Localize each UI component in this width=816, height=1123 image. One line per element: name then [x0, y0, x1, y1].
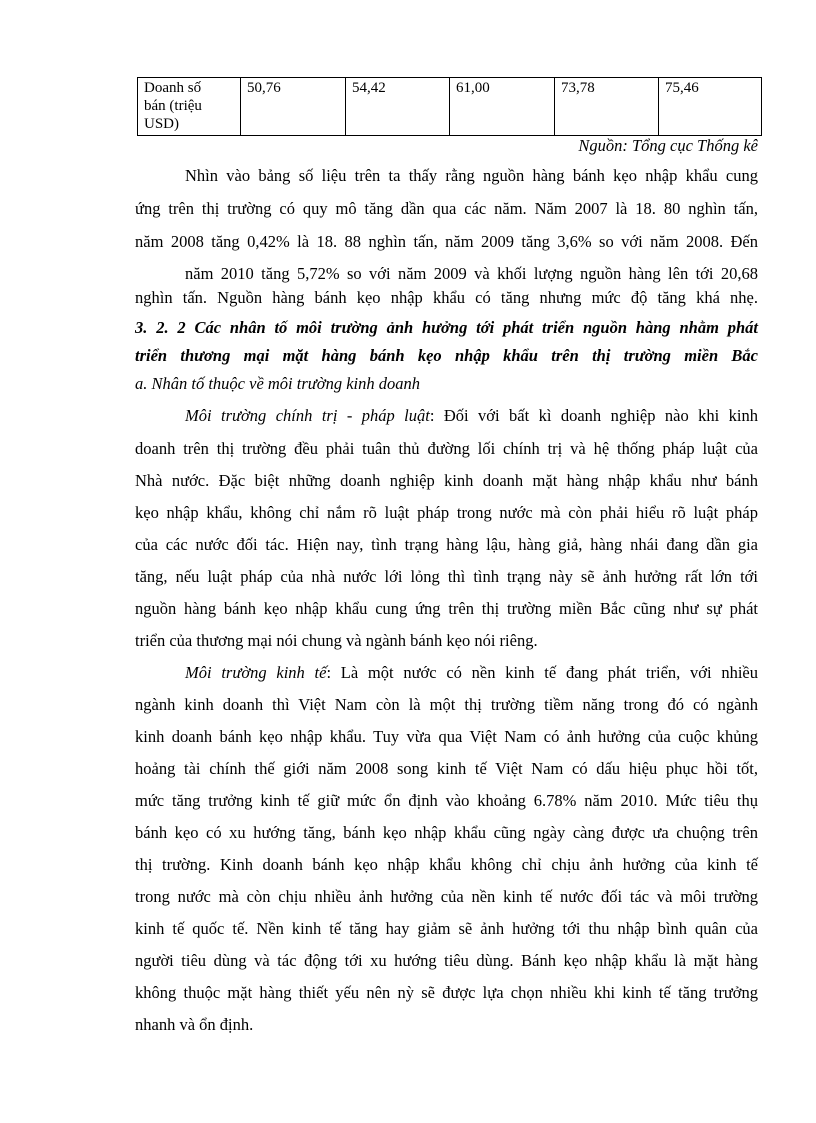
paragraph-line: ngành kinh doanh thì Việt Nam còn là một thị trường tiềm năng trong đó có ngành — [135, 695, 758, 714]
sales-table — [137, 77, 762, 136]
paragraph-line: kẹo nhập khẩu, không chỉ nắm rõ luật pháp trong nước mà còn phải hiểu rõ luật pháp — [135, 503, 758, 522]
paragraph-line: của các nước đối tác. Hiện nay, tình trạng hàng lậu, hàng giả, hàng nhái đang dần gia — [135, 535, 758, 554]
subsection-heading: a. Nhân tố thuộc về môi trường kinh doanh — [135, 374, 420, 393]
paragraph-line: nhanh và ổn định. — [135, 1015, 254, 1034]
row-label-line: bán (triệu — [144, 98, 202, 114]
section-heading: 3. 2. 2 Các nhân tố môi trường ảnh hưởng tới phát triển nguồn hàng nhằm phát — [135, 318, 758, 337]
paragraph-line — [185, 406, 758, 426]
paragraph-line: tăng, nếu luật pháp của nhà nước lới lỏng thì tình trạng này sẽ ảnh hưởng rất lớn tới — [135, 567, 758, 586]
paragraph-line: Nhà nước. Đặc biệt những doanh nghiệp kinh doanh mặt hàng nhập khẩu như bánh — [135, 471, 758, 490]
paragraph-line — [185, 663, 758, 683]
paragraph-line: mức tăng trưởng kinh tế giữ mức ổn định vào khoảng 6.78% năm 2010. Mức tiêu thụ — [135, 791, 758, 810]
paragraph-line: năm 2008 tăng 0,42% là 18. 88 nghìn tấn, năm 2009 tăng 3,6% so với năm 2008. Đến — [135, 232, 758, 251]
table-row-label — [138, 78, 241, 136]
table-cell: 50,76 — [241, 78, 346, 136]
paragraph-line: triển của thương mại nói chung và ngành bánh kẹo nói riêng. — [135, 631, 538, 650]
table-cell: 75,46 — [659, 78, 762, 136]
section-heading: triển thương mại mặt hàng bánh kẹo nhập khẩu trên thị trường miền Bắc — [135, 346, 758, 365]
row-label-line: USD) — [144, 116, 180, 132]
paragraph-lead: Môi trường kinh tế — [185, 663, 327, 682]
paragraph-line: bánh kẹo có xu hướng tăng, bánh kẹo nhập khẩu cũng ngày càng được ưa chuộng trên — [135, 823, 758, 842]
paragraph-line: không thuộc mặt hàng thiết yếu nên nỳ sẽ được lựa chọn nhiều khi kinh tế tăng trưởng — [135, 983, 758, 1002]
table-row — [138, 78, 762, 136]
paragraph-line: Nhìn vào bảng số liệu trên ta thấy rằng nguồn hàng bánh kẹo nhập khẩu cung — [185, 166, 758, 185]
paragraph-line: doanh trên thị trường đều phải tuân thủ đường lối chính trị và hệ thống pháp luật của — [135, 439, 758, 458]
paragraph-line: ứng trên thị trường có quy mô tăng dần qua các năm. Năm 2007 là 18. 80 nghìn tấn, — [135, 199, 758, 218]
paragraph-line: nguồn hàng bánh kẹo nhập khẩu cung ứng trên thị trường miền Bắc cũng như sự phát — [135, 599, 758, 618]
table-source-note: Nguồn: Tổng cục Thống kê — [578, 136, 758, 155]
paragraph-line: kinh doanh bánh kẹo nhập khẩu. Tuy vừa qua Việt Nam có ảnh hưởng của cuộc khủng — [135, 727, 758, 746]
table-cell: 73,78 — [555, 78, 659, 136]
paragraph-line: thị trường. Kinh doanh bánh kẹo nhập khẩu không chỉ chịu ảnh hưởng của kinh tế — [135, 855, 758, 874]
paragraph-line: người tiêu dùng và tác động tới xu hướng tiêu dùng. Bánh kẹo nhập khẩu là mặt hàng — [135, 951, 758, 970]
table-cell: 61,00 — [450, 78, 555, 136]
paragraph-text: : Đối với bất kì doanh nghiệp nào khi kinh — [429, 406, 758, 425]
paragraph-lead: Môi trường chính trị - pháp luật — [185, 406, 430, 425]
paragraph-line: hoảng tài chính thế giới năm 2008 song kinh tế Việt Nam có dấu hiệu phục hồi tốt, — [135, 759, 758, 778]
table-cell: 54,42 — [346, 78, 450, 136]
row-label-line: Doanh số — [144, 80, 202, 96]
paragraph-line: kinh tế quốc tế. Nền kinh tế tăng hay giảm sẽ ảnh hưởng tới thu nhập bình quân của — [135, 919, 758, 938]
paragraph-line: nghìn tấn. Nguồn hàng bánh kẹo nhập khẩu có tăng nhưng mức độ tăng khá nhẹ. — [135, 288, 758, 307]
paragraph-line: năm 2010 tăng 5,72% so với năm 2009 và khối lượng nguồn hàng lên tới 20,68 — [185, 264, 758, 283]
paragraph-line: trong nước mà còn chịu nhiều ảnh hưởng của nền kinh tế nước đối tác và môi trường — [135, 887, 758, 906]
paragraph-text: : Là một nước có nền kinh tế đang phát triển, với nhiều — [326, 663, 758, 682]
